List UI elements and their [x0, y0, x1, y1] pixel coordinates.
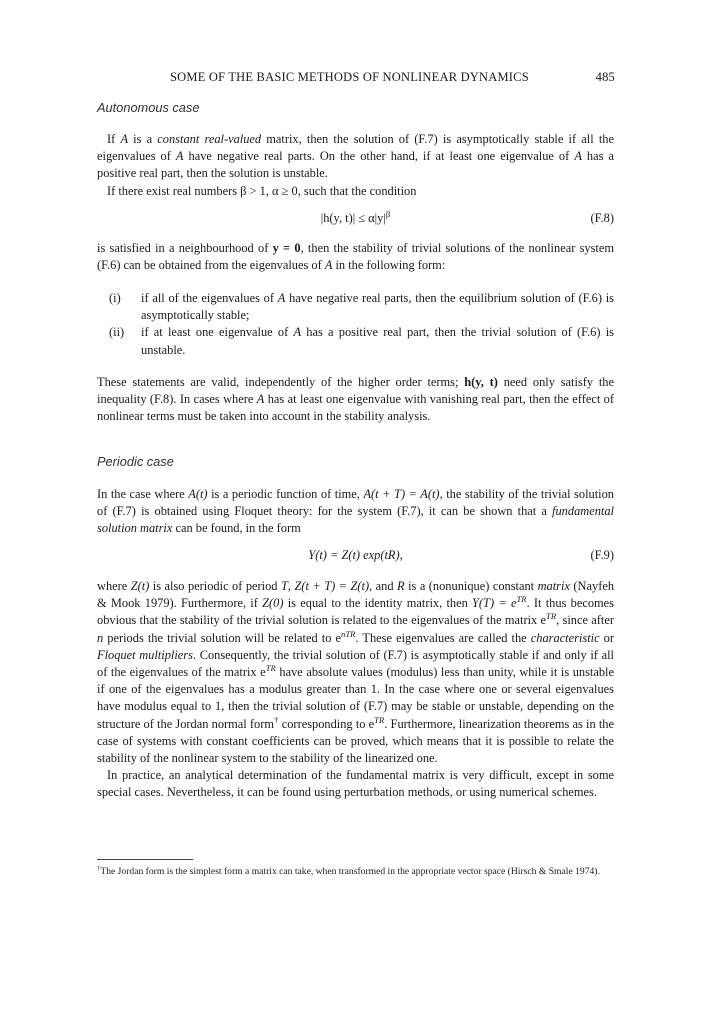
- equation-f8-body: |h(y, $t)| \le \alpha|y|^\beta$: [320, 208, 391, 225]
- paragraph-periodic-1: In the case where A(t) is a periodic function of time, A(t + T) = A(t), the stability of the trivial solution of (F.7) is obtained using Floquet theory: for the system (F.7), it can be shown that a fundamental solution matrix can be found, in the form: [97, 487, 614, 536]
- equation-f9-number: (F.9): [590, 548, 614, 562]
- page-number: 485: [595, 70, 615, 84]
- footnote-divider: [97, 859, 193, 860]
- list-item: (ii) if at least one eigenvalue of A has a positive real part, then the trivial solution of (F.6) is unstable.: [109, 325, 614, 357]
- list-item: (i) if all of the eigenvalues of A have negative real parts, then the equilibrium solution of (F.6) is asymptotically stable;: [109, 291, 614, 323]
- section-heading-periodic: Periodic case: [97, 454, 174, 469]
- equation-f9: [97, 548, 614, 566]
- paragraph-autonomous-4: These statements are valid, independently of the higher order terms; h(y, t) need only satisfy the inequality (F.8). In cases where A has at least one eigenvalue with vanishing real part, then the effect of nonlinear terms must be taken into account in the stability analysis.: [97, 375, 614, 424]
- paragraph-autonomous-2: If there exist real numbers β > 1, α ≥ 0, such that the condition: [107, 183, 417, 198]
- condition-list: [97, 290, 614, 359]
- equation-f9-body: Y(t) = Z(t) exp(tR),: [308, 548, 403, 562]
- equation-f8: [97, 208, 614, 229]
- paragraph-periodic-2: where Z(t) is also periodic of period T, Z(t + T) = Z(t), and R is a (nonunique) constant matrix (Nayfeh & Mook 1979). Furthermore, if Z(0) is equal to the identity matrix, then $Y(T) = e^{TR}$. It thus becomes obvious that the stability of the trivial solution is related to the eigenvalues of the matrix $e^{TR}$, since after n periods the trivial solution will be related to $e^{nTR}$. These eigenvalues are called the characteristic or Floquet multipliers. Consequently, the trivial solution of (F.7) is asymptotically stable if and only if all of the eigenvalues of the matrix $e^{TR}$ have absolute values (modulus) less than unity, while it is unstable if one of the eigenvalues has a modulus greater than 1. In the case where one or several eigenvalues have modulus equal to 1, then the trivial solution of (F.7) may be stable or unstable, depending on the structure of the Jordan normal form† corresponding to $e^{TR}$. Furthermore, linearization theorems as in the case of systems with constant coefficients can be proved, which means that it is possible to relate the stability of the nonlinear system to the stability of the linearized one. In practice, an analytical determination of the fundamental matrix is very difficult, except in some special cases. Nevertheless, it can be found using perturbation methods, or using numerical schemes.: [97, 578, 614, 802]
- list-marker: (ii): [109, 325, 125, 340]
- paragraph-autonomous-1: If A is a constant real-valued matrix, then the solution of (F.7) is asymptotically stable if all the eigenvalues of A have negative real parts. On the other hand, if at least one eigenvalue of A has a positive real part, then the solution is unstable. If there exist real numbers β > 1, α ≥ 0, such that the condition: [97, 131, 614, 200]
- paragraph-autonomous-3: is satisfied in a neighbourhood of y = 0, then the stability of trivial solutions of the nonlinear system (F.6) can be obtained from the eigenvalues of A in the following form:: [97, 241, 614, 273]
- paragraph-periodic-3: In practice, an analytical determination of the fundamental matrix is very difficult, except in some special cases. Nevertheless, it can be found using perturbation methods, or using numerical schemes.: [97, 768, 614, 800]
- list-marker: (i): [109, 291, 121, 305]
- running-title: SOME OF THE BASIC METHODS OF NONLINEAR DYNAMICS: [170, 70, 529, 84]
- footnote: †The Jordan form is the simplest form a matrix can take, when transformed in the appropriate vector space (Hirsch & Smale 1974).: [97, 864, 600, 877]
- section-heading-autonomous: Autonomous case: [97, 100, 200, 115]
- equation-f8-number: (F.8): [590, 211, 614, 225]
